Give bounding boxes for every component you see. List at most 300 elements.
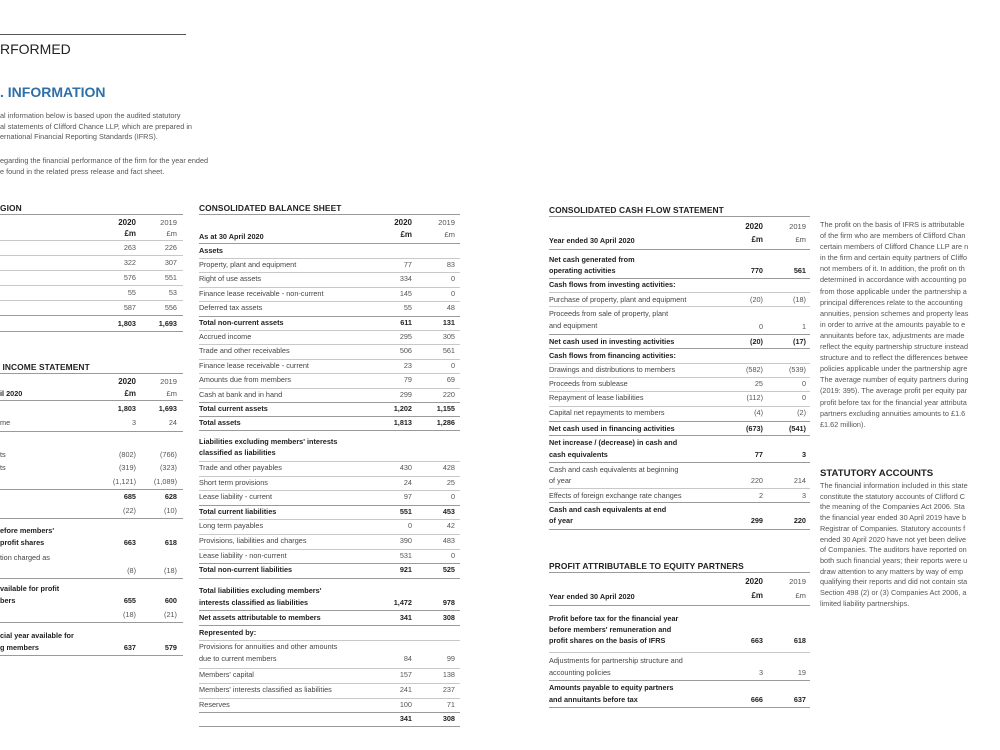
balance-row-label: Trade and other receivables — [199, 346, 290, 356]
balance-value-2019: 25 — [446, 477, 455, 487]
cashflow-row-label: Drawings and distributions to members — [549, 365, 676, 374]
profit-adjustments-label: accounting policies — [549, 668, 611, 677]
cashflow-row-rule — [549, 435, 810, 436]
balance-value-2019: 1,155 — [436, 403, 455, 413]
balance-row-rule — [199, 490, 460, 491]
balance-row-label: Finance lease receivable - non-current — [199, 288, 324, 298]
profit-col-2020: 2020 — [745, 577, 763, 586]
balance-row-label: Members' interests classified as liabilities — [199, 685, 332, 694]
cashflow-value-2019: 220 — [793, 516, 806, 525]
balance-value-2019: 0 — [450, 274, 455, 284]
cashflow-net-increase-label: Net increase / (decrease) in cash and — [549, 438, 678, 447]
income-value-2020: (1,121) — [112, 477, 136, 486]
balance-provisions-label: Provisions for annuities and other amounts — [199, 642, 338, 651]
cashflow-value-2019: (18) — [793, 295, 806, 304]
cashflow-value-2020: 299 — [750, 516, 763, 525]
balance-row-label: Lease liability - non-current — [199, 550, 287, 560]
balance-value-2020: 77 — [403, 260, 412, 269]
balance-unit-2019: £m — [444, 230, 455, 239]
region-value-2019: 53 — [168, 288, 177, 297]
balance-row-label: Total assets — [199, 417, 241, 427]
cashflow-row-label: Repayment of lease liabilities — [549, 393, 644, 403]
balance-value-2020: 157 — [399, 670, 412, 679]
balance-value-2020: 430 — [399, 463, 412, 472]
cashflow-value-2019: 3 — [801, 450, 806, 459]
balance-row-label: Total non-current liabilities — [199, 565, 293, 575]
balance-row-rule — [199, 549, 460, 550]
cashflow-unit-2020: £m — [751, 235, 763, 244]
profit-note-line: not members of it. In addition, the profit on th — [820, 264, 965, 274]
balance-row-label: Long term payables — [199, 521, 264, 531]
balance-row-rule — [199, 578, 460, 579]
balance-value-2019: 0 — [450, 492, 455, 502]
balance-value-2019: 83 — [446, 260, 455, 269]
balance-row-rule — [199, 316, 460, 317]
income-value-2019: (1,089) — [153, 477, 177, 486]
profit-note-line: partners excluding annuities amounts to £1.6 — [820, 408, 966, 418]
balance-row-label: Amounts due from members — [199, 375, 292, 385]
balance-row-label: Total current liabilities — [199, 506, 277, 516]
cashflow-value-2019: 1 — [801, 322, 806, 331]
income-value-2019: 618 — [164, 538, 177, 547]
balance-row-label: Right of use assets — [199, 274, 262, 284]
cashflow-value-2020: 220 — [750, 476, 763, 485]
balance-liabilities-heading: classified as liabilities — [199, 448, 276, 457]
profit-unit-2019: £m — [795, 591, 806, 600]
region-unit-2019: £m — [166, 229, 177, 238]
balance-as-at: As at 30 April 2020 — [199, 232, 264, 241]
statutory-note-line: ended 30 April 2020 have not yet been delive — [820, 534, 967, 544]
region-value-2020: 576 — [123, 273, 136, 282]
profit-pbt-label: Profit before tax for the financial year — [549, 614, 679, 623]
balance-value-2020: 1,472 — [393, 598, 412, 607]
balance-value-2020: 921 — [399, 565, 412, 575]
balance-col-2019: 2019 — [438, 218, 455, 227]
balance-value-2020: 241 — [399, 685, 412, 694]
balance-value-2019: 71 — [446, 700, 455, 709]
balance-row-rule — [199, 301, 460, 302]
income-before-members-label: efore members' — [0, 526, 55, 535]
balance-bottom-rule — [199, 726, 460, 727]
balance-grand-total-2020: 341 — [399, 714, 412, 723]
profit-row-rule — [549, 680, 810, 681]
balance-row-label: Lease liability - current — [199, 492, 273, 502]
balance-value-2020: 79 — [403, 375, 412, 385]
balance-liabilities-heading: Liabilities excluding members' interests — [199, 437, 338, 446]
cashflow-net-financing-label: Net cash used in financing activities — [549, 424, 675, 433]
profit-note-line: from those applicable under the partnership a — [820, 286, 967, 296]
income-value-2019: 24 — [168, 418, 177, 427]
income-value-2020: (22) — [123, 506, 136, 515]
profit-pbt-label: profit shares on the basis of IFRS — [549, 636, 666, 645]
balance-value-2020: 611 — [400, 317, 412, 327]
profit-note-line: £1.62 million). — [820, 419, 866, 429]
region-bottom-rule — [0, 331, 183, 332]
balance-row-label: Provisions, liabilities and charges — [199, 536, 307, 545]
income-row-label: me — [0, 418, 11, 427]
statutory-note-line: of Companies. The auditors have reported on — [820, 545, 967, 555]
balance-value-2019: 453 — [442, 506, 455, 516]
balance-row-label: Deferred tax assets — [199, 303, 263, 313]
balance-sheet-title: CONSOLIDATED BALANCE SHEET — [199, 203, 342, 213]
cashflow-row-rule — [549, 421, 810, 422]
section-heading: . INFORMATION — [0, 84, 106, 100]
region-col-2020: 2020 — [118, 218, 136, 227]
cashflow-row-label: Effects of foreign exchange rate changes — [549, 491, 682, 500]
balance-value-2020: 299 — [399, 389, 412, 399]
income-value-2020: 637 — [123, 643, 136, 652]
balance-value-2019: 48 — [446, 303, 455, 313]
profit-note-line: The profit on the basis of IFRS is attributable — [820, 220, 965, 229]
cashflow-value-2020: 0 — [758, 322, 763, 331]
balance-value-2019: 308 — [442, 613, 455, 622]
profit-note-paragraph — [820, 219, 1000, 430]
cashflow-operating-label: operating activities — [549, 266, 616, 275]
income-value-2020: 3 — [131, 418, 136, 427]
balance-represented-by: Represented by: — [199, 628, 257, 637]
balance-value-2019: 69 — [446, 375, 455, 385]
profit-note-line: profit before tax for the financial year attributa — [820, 397, 967, 407]
profit-value-2020: 3 — [758, 668, 763, 677]
balance-value-2020: 1,813 — [393, 417, 412, 427]
cashflow-row-rule — [549, 278, 810, 279]
cashflow-value-2019: 214 — [793, 476, 806, 485]
profit-year-ended: Year ended 30 April 2020 — [549, 592, 635, 601]
statutory-note-line: The financial information included in this state — [820, 481, 968, 490]
profit-rule — [549, 572, 810, 573]
profit-note-line: reflect the equity partnership structure instead — [820, 342, 969, 352]
cashflow-row-label: Capital net repayments to members — [549, 407, 665, 417]
cashflow-value-2019: 0 — [801, 379, 806, 389]
region-value-2019: 307 — [164, 258, 177, 267]
balance-value-2020: 24 — [403, 477, 412, 487]
profit-attributable-title: PROFIT ATTRIBUTABLE TO EQUITY PARTNERS — [549, 561, 744, 571]
profit-note-line: in order to arrive at the amounts payable to e — [820, 319, 966, 329]
income-value-2019: (18) — [164, 566, 177, 575]
income-row-label: ts — [0, 450, 6, 459]
cashflow-end-label: of year — [549, 516, 573, 525]
balance-row-rule — [199, 388, 460, 389]
income-col-2019: 2019 — [160, 377, 177, 386]
balance-row-rule — [199, 287, 460, 288]
cashflow-row-rule — [549, 462, 810, 463]
balance-value-2019: 978 — [442, 598, 455, 607]
header-rule — [0, 34, 186, 35]
balance-value-2019: 561 — [442, 346, 455, 356]
income-rule — [0, 373, 183, 374]
region-col-2019: 2019 — [160, 218, 177, 227]
cashflow-value-2020: (112) — [746, 393, 763, 403]
statutory-note-line: draw attention to any matters by way of emp — [820, 566, 964, 576]
cashflow-row-rule — [549, 334, 810, 335]
profit-value-2019: 618 — [793, 636, 806, 645]
balance-value-2019: 42 — [446, 521, 455, 531]
region-row-rule — [0, 300, 183, 301]
cashflow-value-2020: (582) — [745, 365, 763, 374]
cashflow-value-2019: 0 — [801, 393, 806, 403]
balance-value-2019: 237 — [442, 685, 455, 694]
balance-row-rule — [199, 258, 460, 259]
region-value-2020: 55 — [127, 288, 136, 297]
cashflow-net-investing-label: Net cash used in investing activities — [549, 337, 675, 346]
statutory-note-line: the financial year ended 30 April 2019 have b — [820, 513, 967, 523]
profit-note-line: (2019: 395). The average profit per equity par — [820, 386, 968, 396]
income-year-label: il 2020 — [0, 389, 23, 398]
region-total-rule — [0, 315, 183, 316]
balance-row-rule — [199, 610, 460, 611]
statutory-note-line: Registrar of Companies. Statutory accounts f — [820, 523, 966, 533]
income-value-2020: 1,803 — [117, 404, 136, 413]
balance-value-2020: 100 — [399, 700, 412, 709]
balance-value-2020: 97 — [403, 492, 412, 502]
statutory-note-line: qualifying their reports and did not contain sta — [820, 577, 968, 587]
cashflow-value-2020: 2 — [758, 491, 763, 500]
cashflow-year-ended: Year ended 30 April 2020 — [549, 236, 635, 245]
income-charged-label: tion charged as — [0, 553, 50, 562]
balance-row-label: Trade and other payables — [199, 463, 282, 472]
cashflow-net-increase-label: cash equivalents — [549, 450, 608, 459]
cashflow-row-label: Proceeds from sale of property, plant — [549, 309, 669, 318]
balance-value-2020: 295 — [399, 332, 412, 341]
profit-note-line: annuities, pension schemes and property leas — [820, 308, 969, 318]
profit-value-2019: 19 — [797, 668, 806, 677]
balance-row-label: Reserves — [199, 700, 230, 709]
cashflow-row-rule — [549, 406, 810, 407]
balance-row-rule — [199, 402, 460, 403]
balance-value-2020: 506 — [399, 346, 412, 356]
balance-row-rule — [199, 476, 460, 477]
profit-note-line: annuitants before tax, adjustments are made — [820, 330, 965, 340]
cashflow-row-rule — [549, 502, 810, 503]
balance-row-rule — [199, 625, 460, 626]
statutory-accounts-heading: STATUTORY ACCOUNTS — [820, 468, 934, 479]
income-value-2019: (10) — [164, 506, 177, 515]
balance-row-label: Short term provisions — [199, 477, 268, 487]
balance-col-2020: 2020 — [394, 218, 412, 227]
cashflow-header-rule — [549, 249, 810, 250]
balance-row-rule — [199, 698, 460, 699]
region-value-2020: 322 — [123, 258, 136, 267]
balance-value-2020: 551 — [399, 506, 412, 516]
balance-value-2019: 1,286 — [436, 417, 455, 427]
cashflow-value-2020: (20) — [750, 295, 763, 304]
profit-note-line: certain members of Clifford Chance LLP are n — [820, 242, 969, 252]
cashflow-row-rule — [549, 348, 810, 349]
cashflow-value-2020: 77 — [754, 450, 763, 459]
region-rule — [0, 214, 183, 215]
balance-value-2020: 0 — [407, 521, 412, 531]
profit-note-line: in the firm and certain equity partners of Cliffo — [820, 253, 968, 263]
income-row-rule — [0, 578, 183, 579]
balance-row-rule — [199, 519, 460, 520]
profit-note-line: policies applicable under the partnership agre — [820, 364, 968, 374]
region-value-2019: 556 — [164, 303, 177, 312]
balance-row-rule — [199, 505, 460, 506]
balance-value-2019: 428 — [442, 463, 455, 472]
region-table-title: GION — [0, 203, 22, 213]
balance-total-liabilities-label: Total liabilities excluding members' — [199, 586, 322, 595]
balance-value-2019: 483 — [442, 536, 455, 545]
cashflow-row-label: Proceeds from sublease — [549, 379, 628, 389]
statutory-accounts-paragraph — [820, 481, 1000, 609]
profit-unit-2020: £m — [751, 591, 763, 600]
balance-row-label: Accrued income — [199, 332, 252, 341]
profit-value-2019: 637 — [793, 695, 806, 704]
cashflow-row-rule — [549, 488, 810, 489]
profit-row-rule — [549, 652, 810, 653]
balance-unit-2020: £m — [400, 230, 412, 239]
balance-value-2020: 1,202 — [393, 403, 412, 413]
income-value-2019: 1,693 — [158, 404, 177, 413]
balance-value-2020: 531 — [399, 550, 412, 560]
cashflow-value-2019: (539) — [788, 365, 806, 374]
balance-row-rule — [199, 534, 460, 535]
balance-value-2019: 0 — [450, 550, 455, 560]
balance-rule — [199, 214, 460, 215]
income-unit-2020: £m — [124, 389, 136, 398]
balance-value-2019: 0 — [450, 288, 455, 298]
profit-note-line: determined in accordance with accounting po — [820, 275, 967, 285]
cashflow-row-rule — [549, 363, 810, 364]
cashflow-col-2019: 2019 — [789, 222, 806, 231]
profit-header-rule — [549, 605, 810, 606]
balance-provisions-label: due to current members — [199, 654, 277, 663]
income-value-2020: 663 — [123, 538, 136, 547]
income-value-2020: (802) — [118, 450, 136, 459]
balance-value-2019: 305 — [442, 332, 455, 341]
cashflow-value-2019: 3 — [801, 491, 806, 500]
cashflow-row-label: and equipment — [549, 321, 598, 330]
region-value-2019: 551 — [164, 273, 177, 282]
balance-net-assets-label: Net assets attributable to members — [199, 613, 321, 622]
cashflow-value-2020: 770 — [750, 266, 763, 275]
cashflow-col-2020: 2020 — [745, 222, 763, 231]
profit-value-2020: 663 — [750, 636, 763, 645]
balance-value-2019: 138 — [442, 670, 455, 679]
region-row-rule — [0, 270, 183, 271]
cashflow-value-2019: (2) — [797, 407, 806, 417]
profit-adjustments-label: Adjustments for partnership structure and — [549, 656, 683, 665]
income-final-label: g members — [0, 643, 39, 652]
cash-flow-title: CONSOLIDATED CASH FLOW STATEMENT — [549, 205, 724, 215]
balance-row-rule — [199, 330, 460, 331]
balance-value-2020: 84 — [403, 654, 412, 663]
balance-row-rule — [199, 344, 460, 345]
income-value-2020: 685 — [123, 492, 136, 501]
region-total-2019: 1,693 — [158, 319, 177, 328]
balance-row-label: Members' capital — [199, 670, 254, 679]
balance-row-rule — [199, 373, 460, 374]
cashflow-row-rule — [549, 391, 810, 392]
balance-row-label: Finance lease receivable - current — [199, 360, 309, 370]
income-value-2019: (323) — [159, 463, 177, 472]
cashflow-rule — [549, 216, 810, 217]
region-header-rule — [0, 240, 183, 241]
cashflow-value-2020: (20) — [750, 337, 763, 346]
intro-paragraph-1: al information below is based upon the audited statutory al statements of Clifford Chance LLP, which are prepared in ernational Financial Reporting Standards (IFRS). — [0, 111, 192, 142]
intro-paragraph-2: egarding the financial performance of the firm for the year ended e found in the related press release and fact sheet. — [0, 156, 209, 176]
income-unit-2019: £m — [166, 389, 177, 398]
income-row-rule — [0, 518, 183, 519]
region-total-2020: 1,803 — [117, 319, 136, 328]
income-value-2019: 600 — [164, 596, 177, 605]
income-row-rule — [0, 622, 183, 623]
income-value-2019: 579 — [164, 643, 177, 652]
income-col-2020: 2020 — [118, 377, 136, 386]
income-value-2019: 628 — [164, 492, 177, 501]
balance-row-label: Total non-current assets — [199, 317, 284, 327]
balance-value-2020: 23 — [403, 360, 412, 370]
income-bottom-rule — [0, 655, 183, 656]
balance-row-rule — [199, 712, 460, 713]
profit-pbt-label: before members' remuneration and — [549, 625, 672, 634]
profit-note-line: The average number of equity partners during — [820, 375, 969, 385]
statutory-note-line: the meaning of the Companies Act 2006. Sta — [820, 502, 965, 512]
profit-value-2020: 666 — [750, 695, 763, 704]
cashflow-row-rule — [549, 377, 810, 378]
cashflow-row-rule — [549, 306, 810, 307]
balance-row-rule — [199, 416, 460, 417]
cashflow-row-label: Cash and cash equivalents at beginning — [549, 465, 679, 474]
profit-note-line: structure and to reflect the differences betwee — [820, 353, 968, 363]
cashflow-end-label: Cash and cash equivalents at end — [549, 505, 667, 514]
region-value-2020: 587 — [123, 303, 136, 312]
income-final-label: cial year available for — [0, 631, 74, 640]
profit-amounts-label: and annuitants before tax — [549, 695, 638, 704]
profit-col-2019: 2019 — [789, 577, 806, 586]
balance-value-2020: 55 — [403, 303, 412, 313]
balance-value-2019: 99 — [446, 654, 455, 663]
region-row-rule — [0, 255, 183, 256]
balance-row-rule — [199, 272, 460, 273]
balance-total-liabilities-label: interests classified as liabilities — [199, 598, 309, 607]
income-statement-title: INCOME STATEMENT — [2, 362, 90, 372]
cashflow-value-2019: (541) — [788, 424, 806, 433]
income-value-2019: (21) — [164, 610, 177, 619]
balance-row-rule — [199, 430, 460, 431]
balance-row-rule — [199, 563, 460, 564]
page-heading-fragment: RFORMED — [0, 41, 71, 57]
balance-grand-total-2019: 308 — [442, 714, 455, 723]
cashflow-value-2020: (4) — [754, 407, 763, 417]
balance-row-rule — [199, 461, 460, 462]
cashflow-value-2019: (17) — [793, 337, 806, 346]
balance-row-rule — [199, 359, 460, 360]
balance-value-2020: 341 — [399, 613, 412, 622]
cashflow-row-label: Purchase of property, plant and equipment — [549, 295, 687, 304]
balance-value-2019: 0 — [450, 360, 455, 370]
balance-row-label: Property, plant and equipment — [199, 260, 297, 269]
balance-assets-heading: Assets — [199, 246, 223, 255]
region-value-2020: 263 — [123, 243, 136, 252]
cashflow-operating-label: Net cash generated from — [549, 255, 635, 264]
income-row-rule — [0, 431, 183, 432]
balance-row-label: Total current assets — [199, 403, 268, 413]
income-row-rule — [0, 489, 183, 490]
profit-bottom-rule — [549, 707, 810, 708]
cashflow-investing-heading: Cash flows from investing activities: — [549, 280, 676, 289]
income-available-label: bers — [0, 596, 16, 605]
cashflow-bottom-rule — [549, 529, 810, 530]
statutory-note-line: Section 498 (2) or (3) Companies Act 2006, a — [820, 588, 967, 598]
income-value-2020: (18) — [123, 610, 136, 619]
cashflow-row-rule — [549, 292, 810, 293]
income-before-members-label: profit shares — [0, 538, 45, 547]
profit-note-line: of the firm who are members of Clifford Chan — [820, 231, 966, 241]
region-row-rule — [0, 285, 183, 286]
cashflow-financing-heading: Cash flows from financing activities: — [549, 351, 676, 360]
balance-value-2020: 390 — [399, 536, 412, 545]
